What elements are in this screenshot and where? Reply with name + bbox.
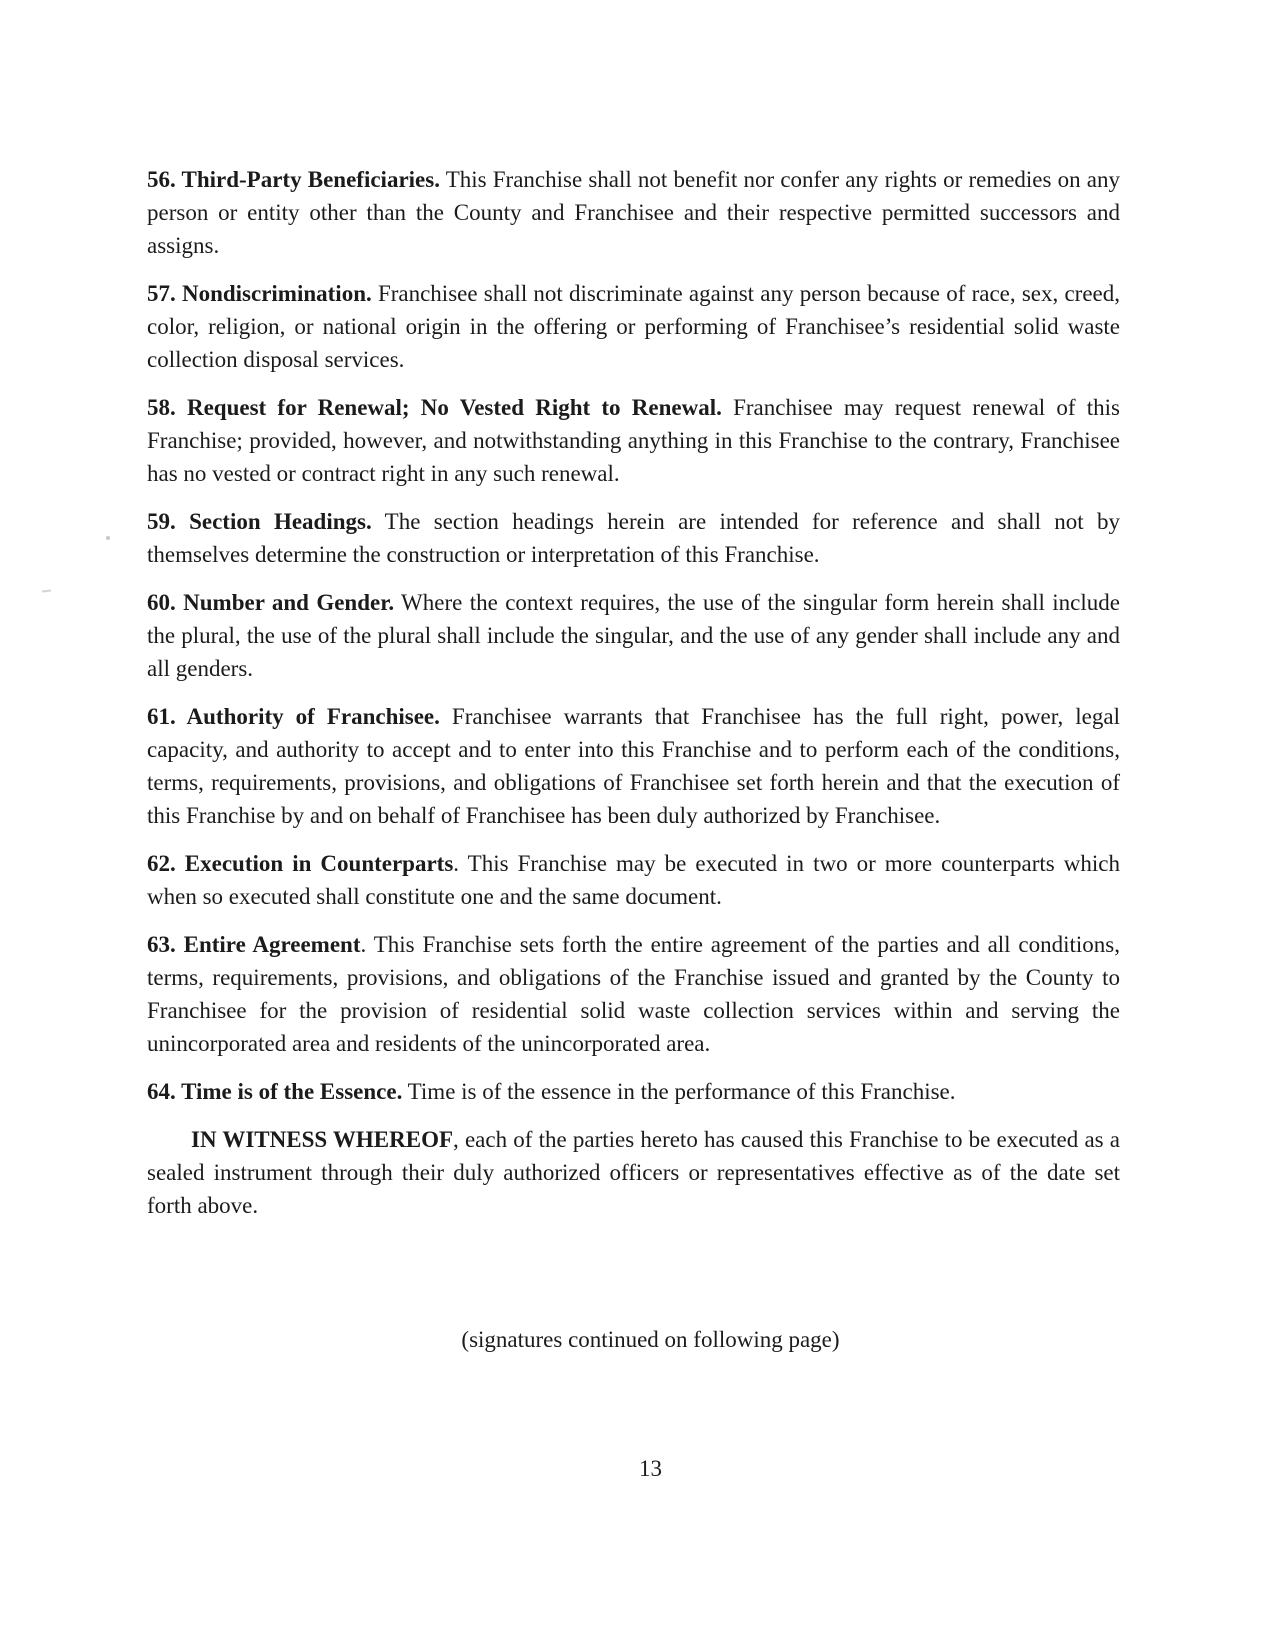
signatures-continuation-note: (signatures continued on following page) — [461, 1327, 840, 1352]
witness-clause-heading: IN WITNESS WHEREOF — [191, 1127, 454, 1152]
section-60-number-and-gender — [147, 586, 1120, 685]
page-body — [147, 0, 1120, 1485]
section-63-entire-agreement — [147, 928, 1120, 1060]
section-body: This Franchise shall not benefit nor confer any rights or remedies on any person or entity other than the County and Franchisee and their respective permitted successors and assigns. — [147, 167, 1120, 258]
witness-clause-body: , each of the parties hereto has caused this Franchise to be executed as a sealed instrument through their duly authorized officers or representatives effective as of the date set forth above. — [147, 1127, 1120, 1218]
section-body: Time is of the essence in the performance of this Franchise. — [402, 1079, 956, 1104]
section-body: Franchisee warrants that Franchisee has the full right, power, legal capacity, and authority to accept and to enter into this Franchise and to perform each of the conditions, terms, requirements, provisions, and obligations of Franchisee set forth herein and that the execution of this Franchise by and on behalf of Franchisee has been duly authorized by Franchisee. — [147, 704, 1120, 828]
section-heading: 64. Time is of the Essence. — [147, 1079, 403, 1104]
section-56-third-party-beneficiaries — [147, 163, 1120, 262]
section-body: Where the context requires, the use of the singular form herein shall include the plural, the use of the plural shall include the singular, and the use of any gender shall include any and all genders. — [147, 590, 1120, 681]
section-57-nondiscrimination — [147, 277, 1120, 376]
section-64-time-is-of-the-essence — [147, 1075, 1120, 1108]
section-body: . This Franchise sets forth the entire agreement of the parties and all conditions, terms, requirements, provisions, and obligations of the Franchise issued and granted by the County to Franchisee for the provision of residential solid waste collection services within and serving the unincorporated area and residents of the unincorporated area. — [147, 932, 1120, 1056]
scan-artifact — [106, 536, 110, 540]
page-number: 13 — [639, 1456, 662, 1481]
section-heading: 61. Authority of Franchisee. — [147, 704, 440, 729]
section-body: The section headings herein are intended for reference and shall not by themselves determine the construction or interpretation of this Franchise. — [147, 509, 1120, 567]
section-heading: 57. Nondiscrimination. — [147, 281, 372, 306]
section-body: . This Franchise may be executed in two or more counterparts which when so executed shall constitute one and the same document. — [147, 851, 1120, 909]
section-61-authority-of-franchisee — [147, 700, 1120, 832]
section-heading: 63. Entire Agreement — [147, 932, 361, 957]
section-heading: 58. Request for Renewal; No Vested Right to Renewal. — [147, 395, 722, 420]
section-58-request-for-renewal — [147, 391, 1120, 490]
witness-clause — [147, 1123, 1120, 1222]
section-body: Franchisee may request renewal of this Franchise; provided, however, and notwithstanding anything in this Franchise to the contrary, Franchisee has no vested or contract right in any such renewal. — [147, 395, 1120, 486]
section-heading: 62. Execution in Counterparts — [147, 851, 454, 876]
scan-artifact — [42, 589, 51, 592]
section-heading: 60. Number and Gender. — [147, 590, 395, 615]
section-59-section-headings — [147, 505, 1120, 571]
section-body: Franchisee shall not discriminate against any person because of race, sex, creed, color, religion, or national origin in the offering or performing of Franchisee’s residential solid waste collection disposal services. — [147, 281, 1120, 372]
section-heading: 56. Third-Party Beneficiaries. — [147, 167, 440, 192]
section-62-execution-in-counterparts — [147, 847, 1120, 913]
section-heading: 59. Section Headings. — [147, 509, 372, 534]
